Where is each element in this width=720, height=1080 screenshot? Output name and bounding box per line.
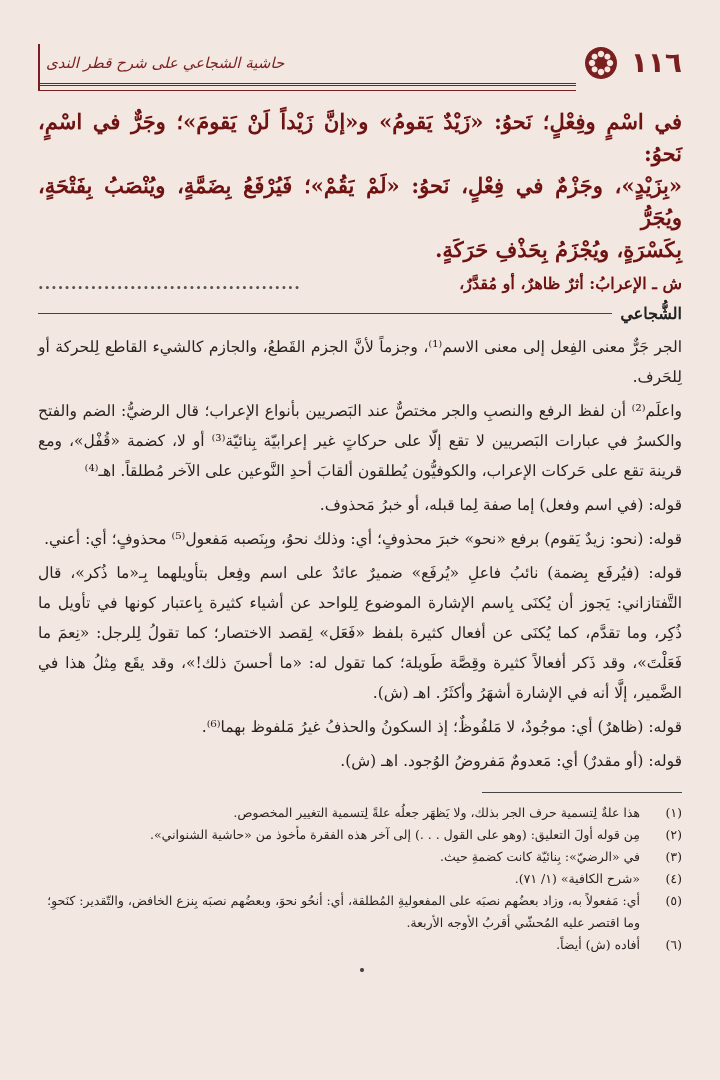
header-frame xyxy=(38,44,41,90)
paragraph: قوله: (فيُرفَع بِضمة) نائبُ فاعلِ «يُرفَع» ضميرٌ عائدٌ على اسم وفِعل بتأويلهما بِـ«ما ذُكر»، قال التَّفتازاني: يَجوز أن يُكنَى بِاسم الإشارة الموضوع لِلواحد عن أشياء كثيرة بِاعتبار كونها في تأويل ما ذُكِر، وما تقدَّم، كما يُكنَى عن أفعال كثيرة بلفظ «فَعَل» لِقصد الاختصار؛ كما تقولُ لِلرجل: «نِعمَ ما فَعَلْتَ»، وقد ذَكر أفعالاً كثيرة وقِصَّة طَويلة؛ كما تقول له: «ما أحسنَ ذلك!»، وقد يقَع مِثلُ هذا في الضَّمير، إلَّا أنه في الإشارة أشهَرُ وأكثَرُ. اهـ (ش). xyxy=(38,564,682,702)
footnote xyxy=(38,824,682,846)
matn-line: في اسْمٍ وفِعْلٍ؛ نَحوُ: «زَيْدٌ يَقومُ» و«إنَّ زَيْداً لَنْ يَقومَ»؛ وجَرٌّ في اسْمٍ، نَحوُ: xyxy=(38,109,682,166)
footnote-number: (٥) xyxy=(665,893,682,908)
divider-line xyxy=(38,313,612,314)
running-title: حاشية الشجاعي على شرح قطر الندى xyxy=(46,54,285,72)
footnote xyxy=(38,868,682,890)
paragraph: قوله: (ظاهرٌ) أي: موجُودٌ، لا مَلفُوظٌ؛ إذ السكونُ والحذفُ غيرُ مَلفوظ بهما⁽⁶⁾. xyxy=(201,718,682,736)
section-divider xyxy=(38,304,682,324)
paragraph: قوله: (نحو: زيدٌ يَقوم) برفع «نحو» خبرَ محذوفٍ؛ أي: وذلك نحوُ، وبِنَصبه مَفعول⁽⁵⁾ محذوفٍ؛ أي: أعني. xyxy=(44,530,682,548)
footnote-number: (٣) xyxy=(665,849,682,864)
footnote-rule xyxy=(482,792,682,793)
matn-line: «بِزَيْدٍ»، وجَزْمٌ في فِعْلٍ، نَحوُ: «لَمْ يَقُمْ»؛ فَيُرْفَعُ بِضَمَّةٍ، ويُنْصَبُ بِفَتْحَةٍ، ويُجَرُّ xyxy=(38,173,682,230)
paragraph: قوله: (في اسم وفعل) إما صفة لِما قبله، أو خبرُ مَحذوف. xyxy=(319,496,682,514)
page xyxy=(38,38,682,1056)
ornament-rosette-icon xyxy=(584,46,618,80)
footnote-number: (٢) xyxy=(665,827,682,842)
footnote xyxy=(38,934,682,956)
footnote-number: (١) xyxy=(665,805,682,820)
commentary-body xyxy=(38,332,682,776)
matn-line: بِكَسْرَةٍ، ويُجْزَمُ بِحَذْفِ حَرَكَةٍ. xyxy=(435,237,682,262)
footnotes xyxy=(38,792,682,956)
sharh-line xyxy=(38,268,682,300)
page-dot xyxy=(360,968,364,972)
header-rule-thin xyxy=(38,90,576,91)
footnote-text: مِن قوله أولَ التعليق: (وهو على القول . . .) إلى آخر هذه الفقرة مأخوذ من «حاشية الشنواني». xyxy=(150,827,640,842)
footnote-text: أي: مَفعولاً به، وزاد بعضُهم نصبَه على المفعوليةِ المُطلقة، أي: أنحُو نحوَ، وبعضُهم نصبَه بِنزع الخافض، والتّقدير: كنَحوِ؛ وما اقتصر عليه المُحشّي أقربُ الأوجه الأربعة. xyxy=(47,893,640,930)
paragraph: واعلَم⁽²⁾ أن لفظ الرفع والنصبِ والجر مختصٌّ عند البَصريين بأنواع الإعراب؛ قال الرضيُّ: الضم والفتح والكسرُ في عبارات البَصريين لا تقع إلّا على حركاتٍ غير إعرابيّة بِنائيّة⁽³⁾ أو لا، كضمة «قُفْل»، ومع قرينة تقع على حَركات الإعراب، والكوفيُّون يُطلقون ألقابَ أحدِ النَّوعين على الآخر مُطلقاً. اهـ⁽⁴⁾ xyxy=(38,402,682,480)
footnote-text: أفاده (ش) أيضاً. xyxy=(556,937,640,952)
footnote-text: «شرح الكافية» (١/ ٧١). xyxy=(514,871,640,886)
sharh-label: ش ـ الإعرابُ: أثرٌ ظاهرٌ، أو مُقدَّرٌ، xyxy=(459,274,682,293)
footnote-number: (٦) xyxy=(665,937,682,952)
page-number: ١١٦ xyxy=(630,46,682,79)
paragraph: قوله: (أو مقدرٌ) أي: مَعدومٌ مَفروضُ الوُجود. اهـ (ش). xyxy=(340,752,682,770)
dotted-leader: ........................................ xyxy=(38,274,301,293)
commentary-label: الشُّجاعي xyxy=(620,304,682,323)
footnote-text: هذا علةٌ لِتسمية حرف الجر بذلك، ولا يَظهَر جعلُه علةً لِتسمية التغيير المخصوص. xyxy=(233,805,640,820)
footnote xyxy=(38,890,682,934)
header-rule xyxy=(38,83,576,86)
footnote-number: (٤) xyxy=(665,871,682,886)
footnote-text: في «الرضيّ»: بِنائيّة كانت كضمةِ حيث. xyxy=(440,849,640,864)
footnote xyxy=(38,846,682,868)
paragraph: الجر جَرٌّ معنى الفِعل إلى معنى الاسم⁽¹⁾، وجزماً لأنَّ الجزم القَطعُ، والجازم كالشيء القاطع لِلحركة أو لِلحَرف. xyxy=(38,338,683,386)
main-text xyxy=(38,106,682,300)
footnote xyxy=(38,802,682,824)
page-header xyxy=(38,38,682,94)
